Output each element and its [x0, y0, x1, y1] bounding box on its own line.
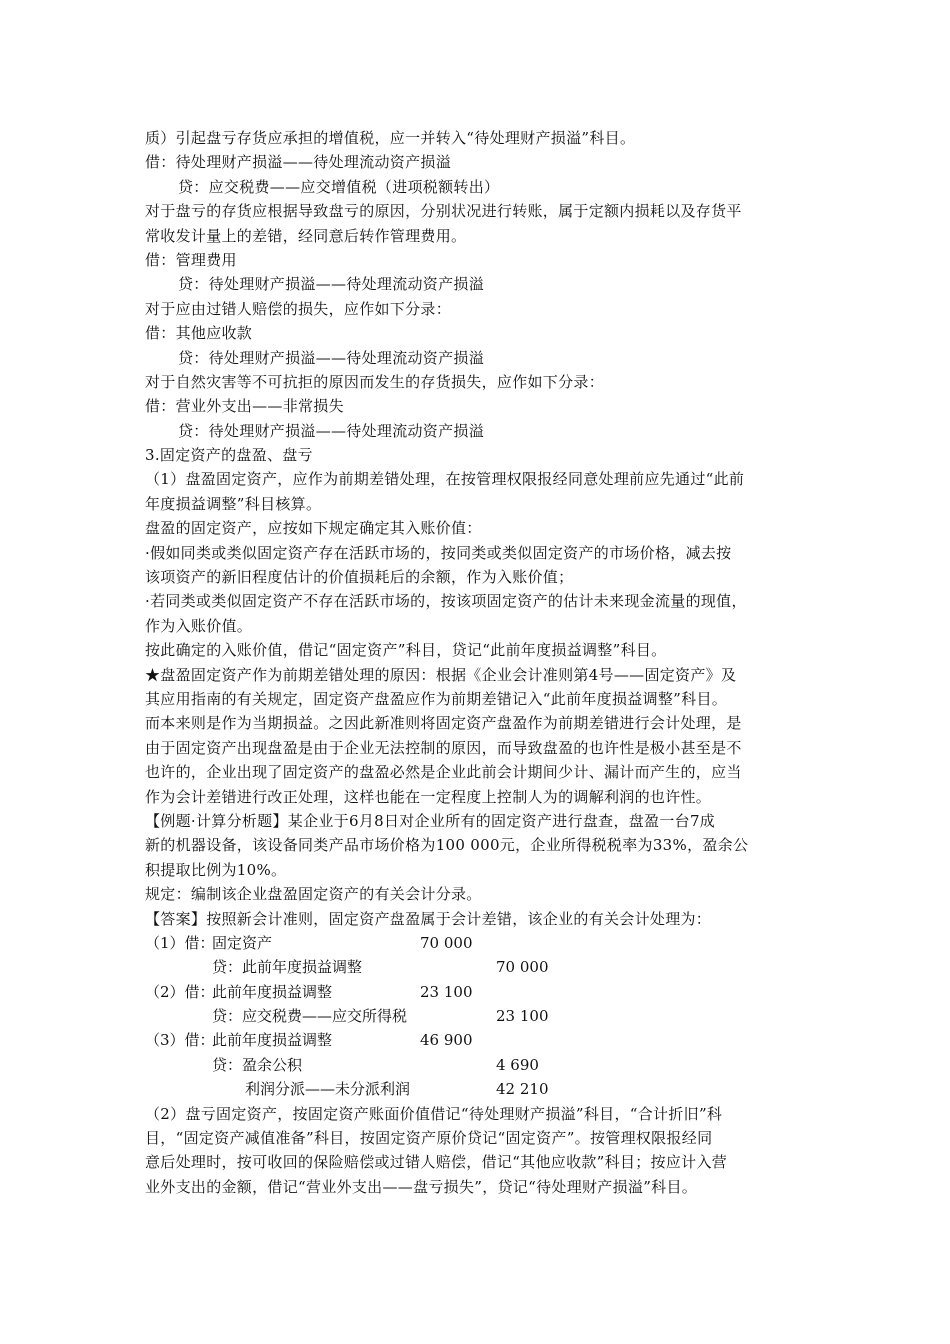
text-line: 也许的，企业出现了固定资产的盘盈必然是企业此前会计期间少计、漏计而产生的，应当: [145, 763, 742, 782]
journal-entry-row: [145, 931, 813, 955]
journal-credit-line: 贷：待处理财产损溢——待处理流动资产损溢: [178, 421, 485, 440]
text-line: 盘盈的固定资产，应按如下规定确定其入账价值：: [145, 519, 482, 538]
text-line: 常收发计量上的差错，经同意后转作管理费用。: [145, 226, 467, 245]
text-line: 该项资产的新旧程度估计的价值损耗后的余额，作为入账价值；: [145, 568, 574, 587]
journal-entry-row: [145, 980, 813, 1004]
journal-credit-line: 贷：待处理财产损溢——待处理流动资产损溢: [178, 348, 485, 367]
text-line: （2）盘亏固定资产，按固定资产账面价值借记“待处理财产损溢”科目，“合计折旧”科: [145, 1104, 723, 1123]
entry-credit: 70 000: [496, 958, 549, 977]
text-line: 业外支出的金额，借记“营业外支出——盘亏损失”，贷记“待处理财产损溢”科目。: [145, 1177, 698, 1196]
answer-line: 【答案】按照新会计准则，固定资产盘盈属于会计差错，该企业的有关会计处理为：: [145, 909, 712, 928]
entry-account: 利润分派——未分派利润: [245, 1080, 411, 1099]
entry-label: （1）借：: [145, 933, 215, 952]
text-line: 对于盘亏的存货应根据导致盘亏的原因，分别状况进行转账，属于定额内损耗以及存货平: [145, 202, 742, 221]
text-line: 对于应由过错人赔偿的损失，应作如下分录：: [145, 299, 452, 318]
entry-debit: 23 100: [420, 982, 473, 1001]
journal-debit-line: 借：待处理财产损溢——待处理流动资产损溢: [145, 153, 452, 172]
entry-account: 此前年度损益调整: [212, 982, 333, 1001]
text-line: 按此确定的入账价值，借记“固定资产”科目，贷记“此前年度损益调整”科目。: [145, 641, 667, 660]
text-line: 作为会计差错进行改正处理，这样也能在一定程度上控制人为的调解利润的也许性。: [145, 787, 712, 806]
text-line: 目，“固定资产减值准备”科目，按固定资产原价贷记“固定资产”。按管理权限报经同: [145, 1129, 713, 1148]
entry-label: （2）借：: [145, 982, 215, 1001]
text-line: 由于固定资产出现盘盈是由于企业无法控制的原因，而导致盘盈的也许性是极小甚至是不: [145, 738, 742, 757]
entry-credit: 42 210: [496, 1080, 549, 1099]
entry-debit: 70 000: [420, 933, 473, 952]
document-page: [145, 126, 813, 1199]
text-line: 积提取比例为10%。: [145, 860, 287, 879]
journal-entry-row: [145, 1028, 813, 1052]
entry-credit: 4 690: [496, 1055, 539, 1074]
text-line: 质）引起盘亏存货应承担的增值税，应一并转入“待处理财产损溢”科目。: [145, 129, 636, 147]
bullet-line: ·假如同类或类似固定资产存在活跃市场的，按同类或类似固定资产的市场价格，减去按: [145, 543, 732, 562]
journal-entry-row: [145, 955, 813, 979]
journal-debit-line: 借：管理费用: [145, 250, 237, 269]
section-heading: 3.固定资产的盘盈、盘亏: [145, 446, 313, 465]
entry-credit: 23 100: [496, 1007, 549, 1026]
entry-account: 此前年度损益调整: [212, 1031, 333, 1050]
text-line: 对于自然灾害等不可抗拒的原因而发生的存货损失，应作如下分录：: [145, 372, 605, 391]
entry-account: 贷：应交税费——应交所得税: [212, 1007, 408, 1026]
journal-credit-line: 贷：待处理财产损溢——待处理流动资产损溢: [178, 275, 485, 294]
entry-debit: 46 900: [420, 1031, 473, 1050]
entry-account: 固定资产: [212, 933, 273, 952]
text-line: 作为入账价值。: [145, 616, 253, 635]
entry-account: 贷：盈余公积: [212, 1055, 303, 1074]
text-line: 规定：编制该企业盘盈固定资产的有关会计分录。: [145, 885, 482, 904]
journal-debit-line: 借：其他应收款: [145, 324, 253, 343]
journal-debit-line: 借：营业外支出——非常损失: [145, 397, 344, 416]
journal-credit-line: 贷：应交税费——应交增值税（进项税额转出）: [178, 177, 500, 196]
text-line: （1）盘盈固定资产，应作为前期差错处理，在按管理权限报经同意处理前应先通过“此前: [145, 470, 745, 489]
example-heading-line: 【例题·计算分析题】某企业于6月8日对企业所有的固定资产进行盘查，盘盈一台7成: [145, 811, 716, 830]
bullet-line: ·若同类或类似固定资产不存在活跃市场的，按该项固定资产的估计未来现金流量的现值，: [145, 592, 747, 611]
journal-entry-row: [145, 1053, 813, 1077]
journal-entry-row: [145, 1004, 813, 1028]
text-line: 年度损益调整”科目核算。: [145, 494, 322, 513]
text-line: 而本来则是作为当期损益。之因此新准则将固定资产盘盈作为前期差错进行会计处理，是: [145, 714, 742, 733]
text-line: ★盘盈固定资产作为前期差错处理的原因：根据《企业会计准则第4号——固定资产》及: [145, 665, 737, 684]
entry-account: 贷：此前年度损益调整: [212, 958, 363, 977]
journal-entry-row: [145, 1077, 813, 1101]
text-line: 其应用指南的有关规定，固定资产盘盈应作为前期差错记入“此前年度损益调整”科目。: [145, 689, 728, 708]
entry-label: （3）借：: [145, 1031, 215, 1050]
text-line: 新的机器设备，该设备同类产品市场价格为100 000元，企业所得税税率为33%，盈余公: [145, 836, 749, 855]
text-line: 意后处理时，按可收回的保险赔偿或过错人赔偿，借记“其他应收款”科目；按应计入营: [145, 1153, 728, 1172]
